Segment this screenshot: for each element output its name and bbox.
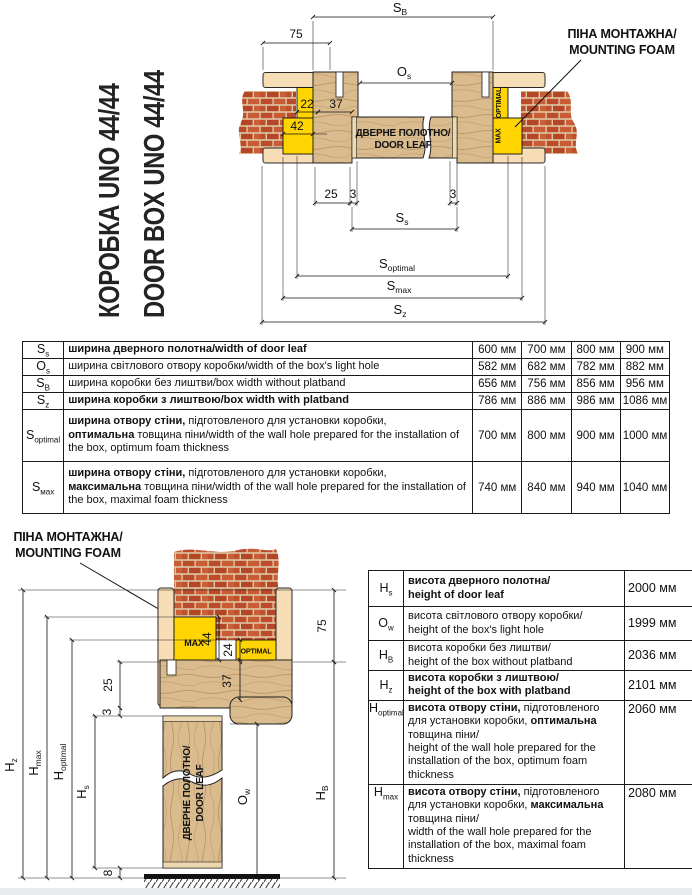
table-row: $O_w$ висота світлового отвору коробки/ height of the box's light hole 1999 мм [369, 607, 692, 641]
table-row: $H_s$ висота дверного полотна/ height of door leaf 2000 мм [369, 571, 692, 607]
top-diagram [230, 0, 692, 336]
door-leaf [163, 716, 222, 868]
right-wall-assembly [452, 72, 578, 163]
brick-wall [521, 91, 578, 154]
mounting-foam-callout [13, 530, 174, 618]
max-label: MAX [184, 638, 204, 648]
dim-hoptimal: $H_{optimal}$ [51, 743, 68, 781]
dim-8: 8 [101, 869, 115, 877]
dim-soptimal: $S_{optimal}$ [378, 256, 416, 273]
mounting-foam-label-en: MOUNTING FOAM [569, 43, 675, 57]
table-row: $H_{optimal}$ висота отвору стіни, підготовленого для установки коробки, оптимальна товщина піни/ height of the wall hole prepared for the installation of the box, optimum foam thickness 2060 мм [369, 700, 692, 784]
mounting-foam-label-en: MOUNTING FOAM [15, 546, 121, 560]
dim-44: 44 [200, 632, 214, 646]
table-row: $S_z$ ширина коробки з лиштвою/box width with platband 786 мм 886 мм 986 мм 1086 мм [23, 393, 670, 410]
dim-3-right: 3 [449, 187, 457, 201]
dim-hmax: $H_{max}$ [26, 750, 43, 776]
door-leaf [352, 117, 457, 158]
dim-42: 42 [290, 119, 304, 133]
dim-ss: $S_s$ [395, 210, 409, 227]
platband-groove [167, 660, 176, 675]
optimal-label: OPTIMAL [496, 87, 503, 119]
page-title-ua: КОРОБКА UNO 44/44 [94, 83, 126, 318]
wall-assembly [158, 549, 292, 724]
dim-3-left: 3 [349, 187, 357, 201]
dim-smax: $S_{max}$ [386, 278, 412, 295]
table-row: $S_{мах}$ ширина отвору стіни, підготовленого для установки коробки, максимальна товщина піни/width of the wall hole prepared for the installation of the box, maximal foam thickness 740 мм 840 мм 940 мм 1040 мм [23, 462, 670, 514]
ground [144, 874, 280, 888]
max-label: MAX [495, 128, 503, 144]
mounting-foam-label-ua: ПІНА МОНТАЖНА/ [13, 530, 123, 544]
door-leaf-label-en: DOOR LEAF [374, 140, 432, 151]
dim-75: 75 [289, 27, 303, 41]
height-table [368, 570, 692, 869]
optimal-label: OPTIMAL [240, 646, 272, 656]
table-row: $H_B$ висота коробки без лиштви/ height of the box without platband 2036 мм [369, 641, 692, 671]
dim-hs: $H_s$ [74, 785, 91, 799]
width-table [22, 341, 670, 514]
dim-37: 37 [220, 674, 234, 688]
dim-os: $O_s$ [396, 64, 412, 81]
dim-75: 75 [315, 619, 329, 633]
table-row: $S_s$ ширина дверного полотна/width of door leaf 600 мм 700 мм 800 мм 900 мм [23, 342, 670, 359]
dim-3: 3 [100, 708, 114, 716]
mounting-foam-label-ua: ПІНА МОНТАЖНА/ [567, 27, 677, 41]
dim-sz: $S_z$ [393, 302, 407, 319]
table-row: $H_{max}$ висота отвору стіни, підготовленого для установки коробки, максимальна товщина піни/ width of the wall hole prepared for the installation of the box, maximal foam thickness 2080 мм [369, 784, 692, 868]
table-row: $O_s$ ширина світлового отвору коробки/width of the box's light hole 582 мм 682 мм 782 мм 882 мм [23, 359, 670, 376]
casing-return [230, 697, 292, 724]
platband-groove [482, 72, 489, 97]
door-jamb [313, 72, 358, 163]
dim-24: 24 [221, 643, 235, 657]
table-row: $S_B$ ширина коробки без лиштви/box width without platband 656 мм 756 мм 856 мм 956 мм [23, 376, 670, 393]
bottom-diagram [0, 520, 366, 895]
dim-ow: $O_w$ [235, 788, 252, 806]
dim-hb: $H_B$ [313, 785, 330, 801]
door-leaf-label-ua: ДВЕРНЕ ПОЛОТНО/ [182, 745, 193, 841]
left-wall-assembly [239, 72, 358, 163]
door-leaf-label-en: DOOR LEAF [195, 764, 206, 822]
dim-25: 25 [101, 678, 115, 692]
dim-hz: $H_z$ [2, 758, 19, 772]
page-edge-strip [0, 888, 692, 895]
dim-25: 25 [324, 187, 338, 201]
platband-groove [336, 72, 343, 97]
dim-22: 22 [300, 97, 314, 111]
dim-37: 37 [329, 97, 343, 111]
door-leaf-label-ua: ДВЕРНЕ ПОЛОТНО/ [355, 128, 451, 139]
table-row: $H_z$ висота коробки з лиштвою/ height of the box with platband 2101 мм [369, 671, 692, 701]
page-title-en: DOOR BOX UNO 44/44 [139, 70, 171, 318]
table-row: $S_{optimal}$ ширина отвору стіни, підготовленого для установки коробки, оптимальна товщина піни/width of the wall hole prepared for the installation of the box, optimum foam thickness 700 мм 800 мм 900 мм 1000 мм [23, 410, 670, 462]
dim-sb: $S_B$ [392, 0, 408, 17]
